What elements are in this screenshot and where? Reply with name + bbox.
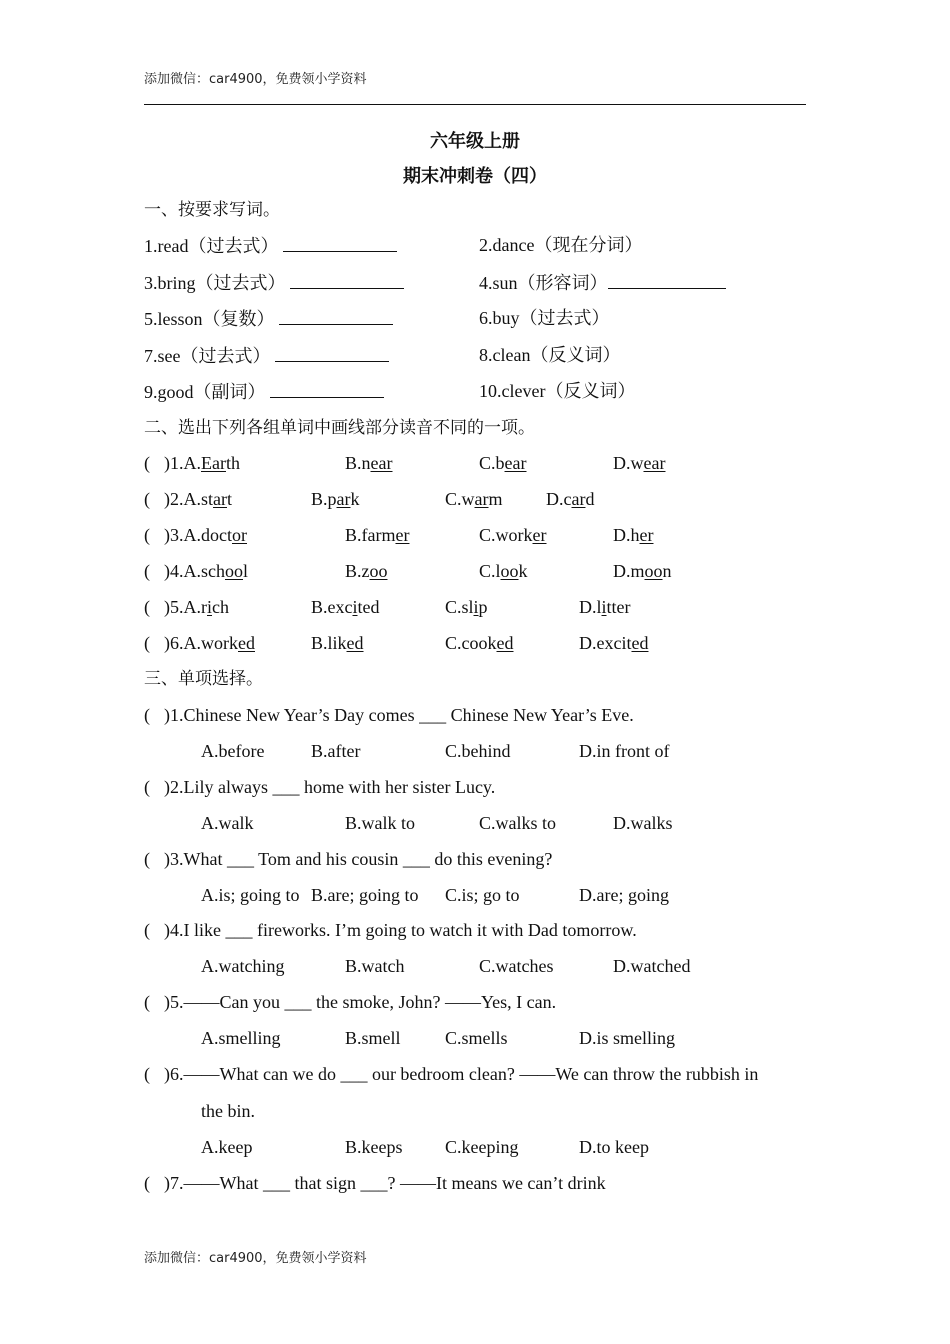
s1-item-1: 1.read（过去式）	[144, 236, 279, 256]
answer-paren[interactable]: (	[144, 633, 150, 653]
answer-paren[interactable]: (	[144, 597, 150, 617]
section3-heading: 三、单项选择。	[144, 669, 263, 689]
underlined-letters: ed	[238, 633, 255, 653]
section2-heading: 二、选出下列各组单词中画线部分读音不同的一项。	[144, 418, 535, 438]
answer-paren[interactable]: (	[144, 992, 150, 1012]
answer-paren[interactable]: (	[144, 920, 150, 940]
s3-question-6-cont: the bin.	[201, 1101, 255, 1121]
option-b: B.excited	[311, 597, 380, 617]
option-d: D.watched	[613, 956, 691, 976]
header-rule	[144, 104, 806, 105]
answer-paren[interactable]: (	[144, 489, 150, 509]
s1-item-2: 2.dance（现在分词）	[479, 235, 643, 255]
answer-blank[interactable]	[290, 270, 404, 289]
underlined-letters: ed	[631, 633, 649, 653]
answer-blank[interactable]	[283, 233, 397, 252]
underlined-letters: ear	[370, 453, 393, 473]
answer-blank[interactable]	[275, 343, 389, 362]
s1-item-6: 6.buy（过去式）	[479, 308, 610, 328]
option-a: A.keep	[201, 1137, 253, 1157]
answer-blank[interactable]	[279, 306, 393, 325]
option-d: D.walks	[613, 813, 673, 833]
underlined-letters: ear	[643, 453, 666, 473]
s1-item-4: 4.sun（形容词）	[479, 273, 608, 293]
option-b: B.smell	[345, 1028, 401, 1048]
answer-paren[interactable]: (	[144, 777, 150, 797]
option-b: B.are; going to	[311, 885, 419, 905]
option-a: A.smelling	[201, 1028, 281, 1048]
option-a: )5.A.rich	[164, 597, 230, 617]
option-c: C.is; go to	[445, 885, 520, 905]
option-a: )3.A.doctor	[164, 525, 247, 545]
underlined-letters: ear	[504, 453, 527, 473]
option-a: )4.A.school	[164, 561, 249, 581]
option-b: B.keeps	[345, 1137, 403, 1157]
underlined-letters: i	[352, 597, 358, 617]
answer-paren[interactable]: (	[144, 525, 150, 545]
answer-paren[interactable]: (	[144, 705, 150, 725]
underlined-letters: oo	[644, 561, 663, 581]
option-c: C.cooked	[445, 633, 514, 653]
option-d: D.card	[546, 489, 595, 509]
answer-paren[interactable]: (	[144, 849, 150, 869]
option-b: B.after	[311, 741, 361, 761]
option-c: C.watches	[479, 956, 554, 976]
underlined-letters: oo	[225, 561, 243, 581]
option-b: B.park	[311, 489, 360, 509]
option-b: B.walk to	[345, 813, 415, 833]
option-b: B.near	[345, 453, 393, 473]
s1-item-7: 7.see（过去式）	[144, 346, 271, 366]
underlined-letters: oo	[369, 561, 388, 581]
option-d: D.litter	[579, 597, 631, 617]
s1-item-5: 5.lesson（复数）	[144, 309, 275, 329]
option-b: B.liked	[311, 633, 364, 653]
option-c: C.worker	[479, 525, 547, 545]
option-d: D.to keep	[579, 1137, 649, 1157]
option-d: D.in front of	[579, 741, 670, 761]
underlined-letters: i	[601, 597, 607, 617]
s1-item-3: 3.bring（过去式）	[144, 273, 286, 293]
underlined-letters: ar	[571, 489, 586, 509]
option-a: )2.A.start	[164, 489, 233, 509]
answer-blank[interactable]	[270, 379, 384, 398]
option-d: D.moon	[613, 561, 672, 581]
answer-paren[interactable]: (	[144, 1064, 150, 1084]
underlined-letters: i	[473, 597, 479, 617]
option-c: C.bear	[479, 453, 527, 473]
section1-heading: 一、按要求写词。	[144, 200, 280, 220]
answer-paren[interactable]: (	[144, 453, 150, 473]
option-b: B.zoo	[345, 561, 388, 581]
option-c: C.warm	[445, 489, 503, 509]
underlined-letters: ar	[336, 489, 351, 509]
option-d: D.excited	[579, 633, 649, 653]
page-header: 添加微信：car4900，免费领小学资料	[144, 72, 367, 87]
s1-item-10: 10.clever（反义词）	[479, 381, 636, 401]
s1-item-8: 8.clean（反义词）	[479, 345, 621, 365]
underlined-letters: Ear	[201, 453, 226, 473]
underlined-letters: ed	[496, 633, 514, 653]
underlined-letters: er	[532, 525, 547, 545]
underlined-letters: ed	[346, 633, 364, 653]
option-b: B.watch	[345, 956, 405, 976]
underlined-letters: er	[395, 525, 410, 545]
option-a: A.watching	[201, 956, 285, 976]
option-d: D.her	[613, 525, 654, 545]
s1-item-9: 9.good（副词）	[144, 382, 266, 402]
option-c: C.slip	[445, 597, 488, 617]
option-c: C.behind	[445, 741, 511, 761]
option-d: D.are; going	[579, 885, 669, 905]
option-a: A.before	[201, 741, 265, 761]
option-a: )6.A.worked	[164, 633, 255, 653]
answer-paren[interactable]: (	[144, 1173, 150, 1193]
option-c: C.keeping	[445, 1137, 519, 1157]
option-b: B.farmer	[345, 525, 410, 545]
option-c: C.smells	[445, 1028, 508, 1048]
option-c: C.walks to	[479, 813, 557, 833]
option-c: C.look	[479, 561, 528, 581]
answer-blank[interactable]	[608, 270, 726, 289]
option-d: D.is smelling	[579, 1028, 676, 1048]
option-a: A.walk	[201, 813, 254, 833]
exam-title: 期末冲刺卷（四）	[403, 166, 547, 187]
page-footer: 添加微信：car4900，免费领小学资料	[144, 1251, 367, 1266]
grade-title: 六年级上册	[430, 131, 520, 152]
underlined-letters: ar	[474, 489, 489, 509]
underlined-letters: oo	[500, 561, 519, 581]
answer-paren[interactable]: (	[144, 561, 150, 581]
option-a: A.is; going to	[201, 885, 300, 905]
option-a: )1.A.Earth	[164, 453, 240, 473]
underlined-letters: er	[639, 525, 654, 545]
option-d: D.wear	[613, 453, 666, 473]
underlined-letters: or	[232, 525, 247, 545]
underlined-letters: ar	[213, 489, 227, 509]
underlined-letters: i	[207, 597, 213, 617]
